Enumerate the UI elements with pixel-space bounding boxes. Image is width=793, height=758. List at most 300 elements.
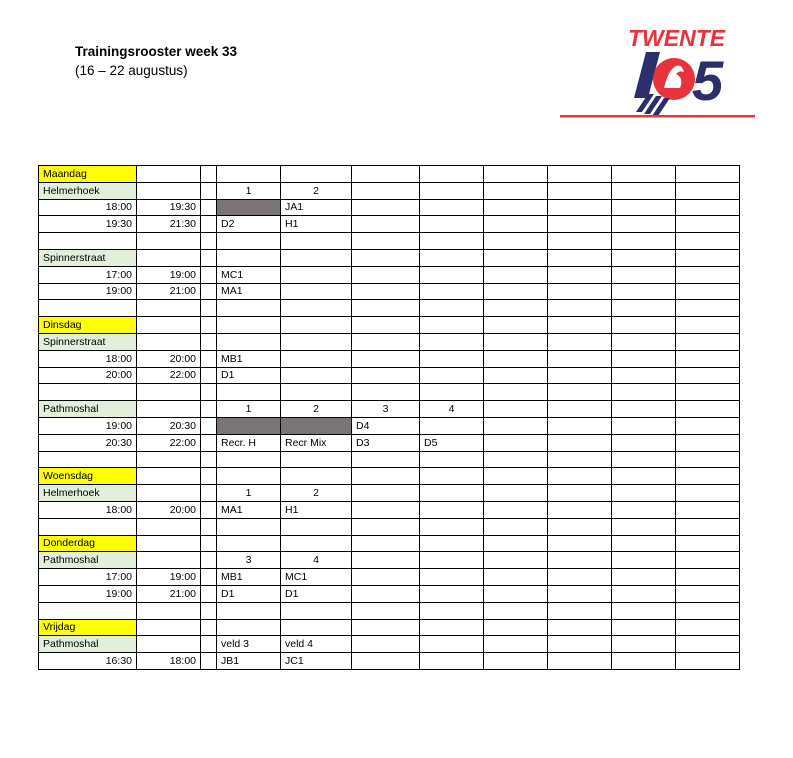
schedule-cell <box>352 468 420 485</box>
schedule-cell <box>612 384 676 401</box>
team-code: MA1 <box>217 283 281 300</box>
schedule-cell <box>548 585 612 602</box>
schedule-cell <box>484 266 548 283</box>
schedule-cell <box>217 249 281 266</box>
team-code: D1 <box>281 585 352 602</box>
schedule-cell <box>676 199 740 216</box>
schedule-cell <box>676 417 740 434</box>
schedule-cell <box>201 451 217 468</box>
schedule-row-loc <box>39 182 740 199</box>
schedule-cell <box>484 468 548 485</box>
schedule-cell <box>201 166 217 183</box>
location-label: Helmerhoek <box>39 485 137 502</box>
schedule-cell <box>420 451 484 468</box>
schedule-cell <box>352 333 420 350</box>
schedule-cell <box>484 384 548 401</box>
schedule-cell <box>548 501 612 518</box>
schedule-cell <box>676 317 740 334</box>
end-time: 20:30 <box>137 417 201 434</box>
schedule-cell <box>676 249 740 266</box>
schedule-cell <box>352 569 420 586</box>
schedule-cell <box>548 653 612 670</box>
location-label: Helmerhoek <box>39 182 137 199</box>
schedule-cell <box>484 518 548 535</box>
schedule-cell <box>201 417 217 434</box>
schedule-cell <box>420 485 484 502</box>
team-code: D4 <box>352 417 420 434</box>
schedule-cell <box>201 249 217 266</box>
schedule-cell <box>548 199 612 216</box>
end-time: 19:00 <box>137 569 201 586</box>
schedule-cell <box>676 468 740 485</box>
schedule-cell <box>420 518 484 535</box>
schedule-cell <box>676 653 740 670</box>
schedule-row-slot <box>39 367 740 384</box>
schedule-cell <box>281 602 352 619</box>
schedule-cell <box>352 350 420 367</box>
start-time: 18:00 <box>39 199 137 216</box>
schedule-row-slot <box>39 417 740 434</box>
schedule-cell <box>217 468 281 485</box>
schedule-cell <box>484 300 548 317</box>
schedule-cell <box>484 182 548 199</box>
team-code: D1 <box>217 585 281 602</box>
schedule-cell <box>548 266 612 283</box>
schedule-cell <box>352 166 420 183</box>
schedule-cell <box>548 602 612 619</box>
schedule-cell <box>676 619 740 636</box>
schedule-cell <box>420 300 484 317</box>
field-number: 2 <box>281 182 352 199</box>
schedule-cell <box>201 485 217 502</box>
schedule-cell <box>484 367 548 384</box>
schedule-cell <box>548 434 612 451</box>
schedule-cell <box>352 619 420 636</box>
schedule-cell <box>201 199 217 216</box>
schedule-row-slot <box>39 653 740 670</box>
schedule-row-day <box>39 166 740 183</box>
end-time: 18:00 <box>137 653 201 670</box>
schedule-cell <box>137 182 201 199</box>
schedule-cell <box>281 518 352 535</box>
schedule-cell <box>137 401 201 418</box>
schedule-cell <box>484 233 548 250</box>
schedule-row-loc <box>39 333 740 350</box>
schedule-cell <box>420 552 484 569</box>
schedule-cell <box>612 653 676 670</box>
schedule-cell <box>137 249 201 266</box>
logo-digit: 5 <box>692 49 724 112</box>
day-label: Dinsdag <box>39 317 137 334</box>
schedule-cell <box>281 468 352 485</box>
schedule-cell <box>676 367 740 384</box>
schedule-cell <box>281 166 352 183</box>
schedule-cell <box>676 233 740 250</box>
schedule-cell <box>484 283 548 300</box>
day-label: Woensdag <box>39 468 137 485</box>
schedule-cell <box>201 619 217 636</box>
schedule-cell <box>352 501 420 518</box>
schedule-cell <box>484 585 548 602</box>
schedule-cell <box>548 300 612 317</box>
field-number: 1 <box>217 401 281 418</box>
schedule-cell <box>484 636 548 653</box>
schedule-cell <box>137 518 201 535</box>
schedule-row-empty <box>39 384 740 401</box>
team-code: MA1 <box>217 501 281 518</box>
schedule-cell <box>484 317 548 334</box>
schedule-cell <box>612 451 676 468</box>
team-code: D2 <box>217 216 281 233</box>
schedule-cell <box>137 485 201 502</box>
schedule-cell <box>420 535 484 552</box>
location-label: Pathmoshal <box>39 552 137 569</box>
schedule-cell <box>548 518 612 535</box>
schedule-cell <box>484 199 548 216</box>
start-time: 19:00 <box>39 417 137 434</box>
schedule-cell <box>612 350 676 367</box>
day-label: Donderdag <box>39 535 137 552</box>
schedule-cell <box>484 216 548 233</box>
field-number: 1 <box>217 182 281 199</box>
schedule-cell <box>352 233 420 250</box>
schedule-cell <box>201 518 217 535</box>
schedule-cell <box>548 569 612 586</box>
schedule-cell <box>137 166 201 183</box>
schedule-cell <box>201 182 217 199</box>
end-time: 21:00 <box>137 585 201 602</box>
schedule-cell <box>201 501 217 518</box>
day-label: Vrijdag <box>39 619 137 636</box>
end-time: 20:00 <box>137 350 201 367</box>
schedule-cell <box>612 636 676 653</box>
schedule-cell <box>612 535 676 552</box>
schedule-cell <box>484 501 548 518</box>
end-time: 21:30 <box>137 216 201 233</box>
schedule-row-slot <box>39 434 740 451</box>
schedule-cell <box>352 182 420 199</box>
team-code: MC1 <box>217 266 281 283</box>
schedule-row-loc <box>39 401 740 418</box>
schedule-cell <box>484 653 548 670</box>
schedule-cell <box>39 233 137 250</box>
schedule-cell <box>484 485 548 502</box>
schedule-cell <box>676 300 740 317</box>
schedule-cell <box>484 401 548 418</box>
start-time: 17:00 <box>39 266 137 283</box>
schedule-cell <box>201 367 217 384</box>
schedule-cell <box>548 317 612 334</box>
schedule-cell <box>201 535 217 552</box>
schedule-row-empty <box>39 602 740 619</box>
schedule-cell <box>484 569 548 586</box>
day-label: Maandag <box>39 166 137 183</box>
schedule-cell <box>201 333 217 350</box>
end-time: 21:00 <box>137 283 201 300</box>
schedule-row-empty <box>39 233 740 250</box>
schedule-row-day <box>39 535 740 552</box>
logo-underline <box>560 115 755 118</box>
schedule-cell <box>548 350 612 367</box>
location-label: Pathmoshal <box>39 401 137 418</box>
schedule-cell <box>420 166 484 183</box>
end-time: 22:00 <box>137 367 201 384</box>
schedule-cell <box>420 636 484 653</box>
schedule-cell <box>420 283 484 300</box>
schedule-cell <box>137 333 201 350</box>
schedule-cell <box>352 266 420 283</box>
schedule-cell <box>281 283 352 300</box>
start-time: 19:30 <box>39 216 137 233</box>
schedule-cell <box>484 249 548 266</box>
start-time: 16:30 <box>39 653 137 670</box>
schedule-row-loc <box>39 485 740 502</box>
twente-05-logo <box>560 26 755 121</box>
schedule-cell <box>201 636 217 653</box>
schedule-cell <box>420 367 484 384</box>
schedule-cell <box>217 300 281 317</box>
schedule-cell <box>676 350 740 367</box>
schedule-cell <box>39 451 137 468</box>
schedule-cell <box>217 451 281 468</box>
schedule-cell <box>217 384 281 401</box>
team-code: H1 <box>281 216 352 233</box>
schedule-cell <box>612 317 676 334</box>
logo-text: TWENTE <box>628 26 726 51</box>
schedule-cell <box>676 518 740 535</box>
schedule-cell <box>548 485 612 502</box>
schedule-cell <box>201 401 217 418</box>
schedule-cell <box>612 417 676 434</box>
schedule-cell <box>352 367 420 384</box>
schedule-cell <box>281 233 352 250</box>
schedule-cell <box>137 300 201 317</box>
schedule-cell <box>352 384 420 401</box>
schedule-cell <box>420 182 484 199</box>
field-number: 1 <box>217 485 281 502</box>
field-number: 3 <box>352 401 420 418</box>
schedule-cell <box>201 434 217 451</box>
team-code: JC1 <box>281 653 352 670</box>
schedule-cell <box>201 569 217 586</box>
blocked-slot <box>281 417 352 434</box>
schedule-row-day <box>39 619 740 636</box>
schedule-cell <box>352 249 420 266</box>
schedule-cell <box>281 350 352 367</box>
schedule-cell <box>484 535 548 552</box>
team-code: D5 <box>420 434 484 451</box>
schedule-row-day <box>39 468 740 485</box>
schedule-row-slot <box>39 199 740 216</box>
schedule-cell <box>137 384 201 401</box>
schedule-cell <box>352 216 420 233</box>
schedule-cell <box>281 451 352 468</box>
schedule-cell <box>612 401 676 418</box>
schedule-cell <box>548 535 612 552</box>
location-label: Pathmoshal <box>39 636 137 653</box>
team-code: Recr Mix <box>281 434 352 451</box>
schedule-cell <box>612 367 676 384</box>
schedule-cell <box>612 266 676 283</box>
schedule-cell <box>612 485 676 502</box>
schedule-cell <box>201 384 217 401</box>
schedule-cell <box>201 300 217 317</box>
schedule-cell <box>420 417 484 434</box>
schedule-cell <box>676 182 740 199</box>
schedule-cell <box>676 636 740 653</box>
start-time: 19:00 <box>39 585 137 602</box>
end-time: 20:00 <box>137 501 201 518</box>
schedule-cell <box>484 552 548 569</box>
start-time: 20:00 <box>39 367 137 384</box>
schedule-cell <box>484 333 548 350</box>
schedule-cell <box>352 585 420 602</box>
schedule-cell <box>352 602 420 619</box>
schedule-cell <box>201 552 217 569</box>
field-number: 2 <box>281 401 352 418</box>
schedule-cell <box>281 300 352 317</box>
schedule-cell <box>420 199 484 216</box>
logo-graphic <box>560 26 755 121</box>
schedule-row-slot <box>39 216 740 233</box>
schedule-cell <box>201 283 217 300</box>
schedule-cell <box>137 636 201 653</box>
team-code: JB1 <box>217 653 281 670</box>
schedule-cell <box>676 166 740 183</box>
schedule-cell <box>484 602 548 619</box>
schedule-cell <box>612 166 676 183</box>
schedule-cell <box>201 266 217 283</box>
schedule-cell <box>217 535 281 552</box>
schedule-cell <box>201 216 217 233</box>
schedule-cell <box>548 468 612 485</box>
schedule-cell <box>420 653 484 670</box>
schedule-cell <box>201 233 217 250</box>
schedule-cell <box>217 233 281 250</box>
location-label: Spinnerstraat <box>39 333 137 350</box>
schedule-cell <box>484 619 548 636</box>
schedule-cell <box>676 266 740 283</box>
schedule-cell <box>484 434 548 451</box>
schedule-cell <box>420 350 484 367</box>
schedule-cell <box>548 333 612 350</box>
schedule-cell <box>548 552 612 569</box>
schedule-cell <box>612 434 676 451</box>
field-number: 4 <box>281 552 352 569</box>
schedule-cell <box>420 249 484 266</box>
blocked-slot <box>217 199 281 216</box>
schedule-cell <box>137 602 201 619</box>
schedule-cell <box>137 552 201 569</box>
blocked-slot <box>217 417 281 434</box>
schedule-cell <box>612 233 676 250</box>
schedule-cell <box>420 468 484 485</box>
schedule-cell <box>281 266 352 283</box>
schedule-cell <box>612 333 676 350</box>
schedule-cell <box>676 384 740 401</box>
schedule-cell <box>217 602 281 619</box>
schedule-cell <box>676 602 740 619</box>
end-time: 19:00 <box>137 266 201 283</box>
schedule-cell <box>676 485 740 502</box>
schedule-cell <box>281 367 352 384</box>
schedule-cell <box>420 233 484 250</box>
schedule-cell <box>217 333 281 350</box>
schedule-cell <box>201 585 217 602</box>
schedule-cell <box>352 485 420 502</box>
schedule-cell <box>201 602 217 619</box>
page-subtitle: (16 – 22 augustus) <box>75 63 188 78</box>
schedule-cell <box>676 434 740 451</box>
schedule-cell <box>676 401 740 418</box>
schedule-cell <box>420 266 484 283</box>
team-code: MC1 <box>281 569 352 586</box>
schedule-cell <box>612 585 676 602</box>
schedule-cell <box>612 468 676 485</box>
schedule-cell <box>548 182 612 199</box>
schedule-cell <box>281 384 352 401</box>
start-time: 18:00 <box>39 501 137 518</box>
schedule-cell <box>352 552 420 569</box>
schedule-cell <box>612 199 676 216</box>
team-code: MB1 <box>217 350 281 367</box>
schedule-cell <box>420 619 484 636</box>
team-code: Recr. H <box>217 434 281 451</box>
schedule-cell <box>137 233 201 250</box>
schedule-cell <box>217 619 281 636</box>
schedule-cell <box>352 518 420 535</box>
schedule-cell <box>612 602 676 619</box>
schedule-cell <box>612 216 676 233</box>
schedule-cell <box>420 602 484 619</box>
schedule-cell <box>676 283 740 300</box>
schedule-cell <box>420 317 484 334</box>
schedule-cell <box>548 166 612 183</box>
schedule-cell <box>612 552 676 569</box>
schedule-cell <box>39 602 137 619</box>
schedule-row-loc <box>39 636 740 653</box>
schedule-cell <box>676 552 740 569</box>
schedule-cell <box>484 166 548 183</box>
schedule-cell <box>676 501 740 518</box>
start-time: 17:00 <box>39 569 137 586</box>
team-code: D3 <box>352 434 420 451</box>
schedule-cell <box>548 619 612 636</box>
schedule-cell <box>676 535 740 552</box>
schedule-cell <box>281 619 352 636</box>
schedule-cell <box>548 249 612 266</box>
schedule-cell <box>548 367 612 384</box>
schedule-cell <box>612 569 676 586</box>
team-code: H1 <box>281 501 352 518</box>
schedule-cell <box>281 249 352 266</box>
schedule-row-day <box>39 317 740 334</box>
schedule-cell <box>39 300 137 317</box>
schedule-cell <box>352 451 420 468</box>
schedule-cell <box>548 401 612 418</box>
schedule-cell <box>484 417 548 434</box>
schedule-cell <box>137 468 201 485</box>
team-code: MB1 <box>217 569 281 586</box>
field-number: 2 <box>281 485 352 502</box>
schedule-cell <box>548 636 612 653</box>
schedule-cell <box>548 417 612 434</box>
schedule-cell <box>352 300 420 317</box>
page-title: Trainingsrooster week 33 <box>75 44 238 59</box>
schedule-cell <box>420 569 484 586</box>
start-time: 19:00 <box>39 283 137 300</box>
field-number: 4 <box>420 401 484 418</box>
